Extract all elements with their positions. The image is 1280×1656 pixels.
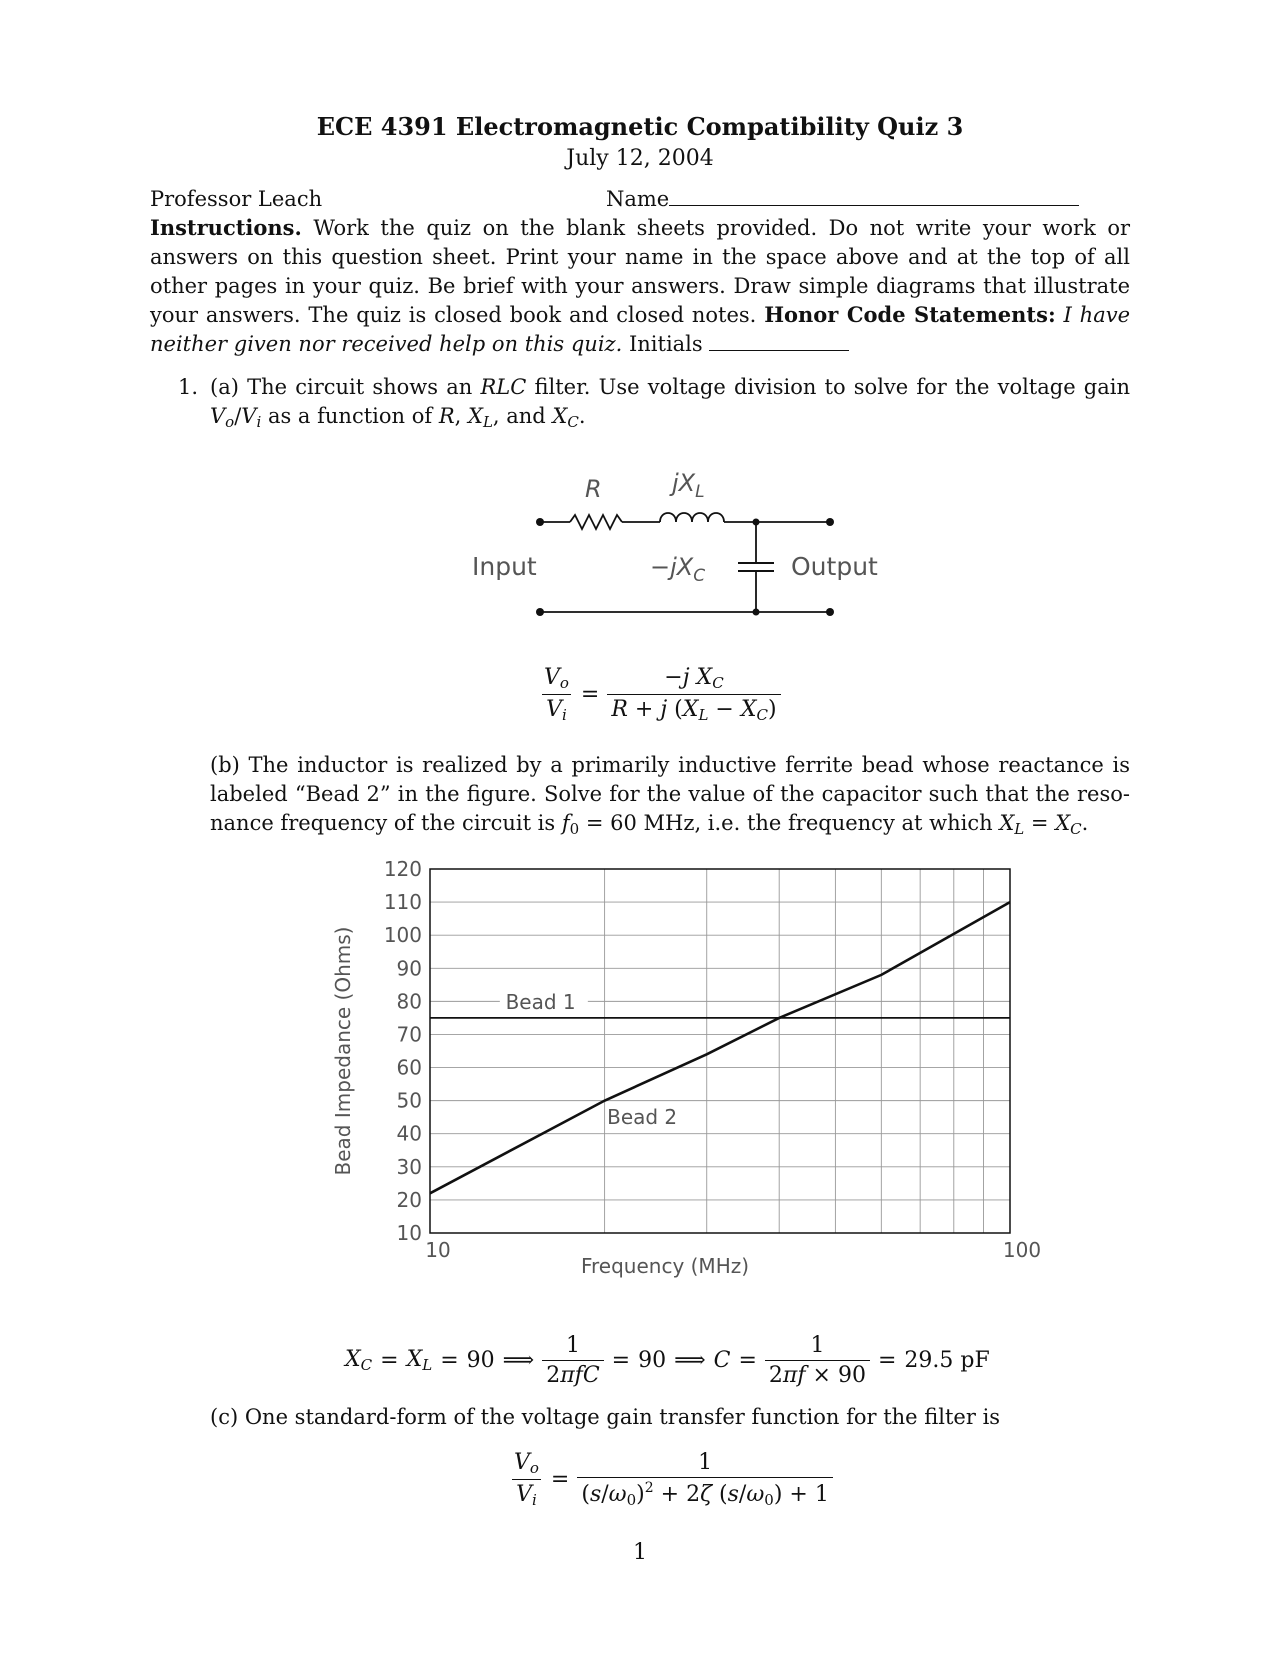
honor-statement-a: I have [1063,303,1131,327]
output-terminal-top [826,518,834,526]
instructions-line-5 [150,329,1130,359]
professor-name: Professor Leach [150,187,323,211]
capacitor-result: 29.5 pF [904,1348,990,1373]
problem-b-line-2: labeled “Bead 2” in the figure. Solve for the value of the capacitor such that the reso- [210,782,1130,806]
bead-impedance-chart [330,855,1070,1295]
instructions-text: Work the quiz on the blank sheets provided. Do not write your work or [313,216,1130,240]
problem-b-line-3: nance frequency of the circuit is $f_0 = 60$ MHz, i.e. the frequency at which $X_L = X_C$. [210,811,1089,838]
part-b-text-b: = 60 MHz, i.e. the frequency at which [585,811,993,835]
instructions-line-2: answers on this question sheet. Print your name in the space above and at the top of all [150,245,1130,269]
gain-equation: $\frac{V_o}{V_i}$ = $\frac{-j X_C}{R + j (X_L - X_C)}$ [540,665,781,724]
chart-plot-frame [430,869,1010,1233]
honor-code-label: Honor Code Statements: [764,302,1056,327]
chart-series-line [430,902,1010,1193]
chart-y-tick-label: 20 [396,1187,422,1212]
problem-number: 1. [178,375,199,399]
resistor-label: R [585,475,602,503]
chart-y-tick-label: 10 [396,1221,422,1245]
problem-a-line-2: $V_o/V_i$ as a function of R, $X_L$, and $X_C$. [210,404,586,431]
problem-a-line-1 [210,372,1130,402]
problem-c-line: (c) One standard-form of the voltage gain transfer function for the filter is [210,1405,1001,1429]
instructions-line-3: other pages in your quiz. Be brief with your answers. Draw simple diagrams that illustrate [150,274,1130,298]
instructions-line-1 [150,213,1130,243]
chart-series-label: Bead 1 [505,989,576,1014]
chart-y-tick-label: 110 [383,890,422,915]
xc-value: 90 [466,1348,495,1373]
initials-label: Initials [628,332,703,356]
chart-y-tick-label: 30 [396,1154,422,1179]
part-a-label: (a) [210,375,239,399]
honor-statement-b: neither given nor received help on this quiz. [150,332,623,356]
initials-blank [709,330,849,351]
instructions-text-4: your answers. The quiz is closed book and closed notes. [150,303,757,327]
name-blank [669,185,1079,206]
chart-y-axis-label: Bead Impedance (Ohms) [331,926,355,1176]
page-number: 1 [633,1540,647,1565]
part-a-text: The circuit shows an [247,375,473,399]
chart-series-label: Bead 2 [607,1104,678,1129]
quiz-date: July 12, 2004 [566,146,714,171]
chart-y-tick-label: 120 [383,857,422,881]
chart-grid [430,869,1010,1233]
rlc-circuit-diagram [472,455,920,630]
output-label: Output [791,552,878,581]
rlc-term: RLC [480,375,527,399]
output-terminal-bottom [826,608,834,616]
header-row [150,184,1130,214]
chart-y-ticks [384,857,422,1245]
part-a-text-3: as a function of [267,404,433,428]
resistor-symbol [570,515,622,529]
name-label: Name [606,187,670,211]
name-field [606,184,1079,214]
part-b-text-a: nance frequency of the circuit is [210,811,556,835]
capacitor-solution-equation: $X_C$ = $X_L$ = 90 ⟹ $\frac{1}{\text{2πfC}}$ = 90 ⟹ C = $\frac{1}{2\pi f \times 90}$ = 29.5 pF [345,1333,990,1388]
part-a-text-2: filter. Use voltage division to solve for the voltage gain [534,375,1131,399]
standard-form-equation: $\frac{V_o}{V_i}$ = $\frac{1}{(s/\omega_0)^2 + 2\zeta (s/\omega_0) + 1}$ [510,1450,833,1509]
quiz-title: ECE 4391 Electromagnetic Compatibility Quiz 3 [316,112,964,141]
chart-y-tick-label: 90 [396,956,422,981]
chart-y-tick-label: 40 [396,1121,422,1146]
instructions-line-4 [150,300,1130,330]
problem-b-line-1: (b) The inductor is realized by a primarily inductive ferrite bead whose reactance is [210,753,1130,777]
chart-x-tick-label: 10 [425,1238,451,1262]
chart-x-axis-label: Frequency (MHz) [580,1254,750,1278]
chart-series [430,902,1010,1193]
inductor-symbol [660,513,724,522]
instructions-lead: Instructions. [150,215,302,240]
chart-y-tick-label: 50 [396,1088,422,1113]
inductor-label: $jX_L$ [672,469,705,502]
xc-value-2: 90 [638,1348,667,1373]
chart-series-labels [500,987,677,1129]
chart-y-tick-label: 100 [383,923,422,948]
chart-y-tick-label: 70 [396,1022,422,1047]
capacitor-label: $-jX_C$ [650,553,706,586]
chart-x-tick-label: 100 [1002,1238,1042,1262]
denominator-value: 90 [837,1363,866,1388]
chart-y-tick-label: 80 [396,989,422,1014]
input-label: Input [472,552,537,581]
chart-y-tick-label: 60 [396,1055,422,1080]
